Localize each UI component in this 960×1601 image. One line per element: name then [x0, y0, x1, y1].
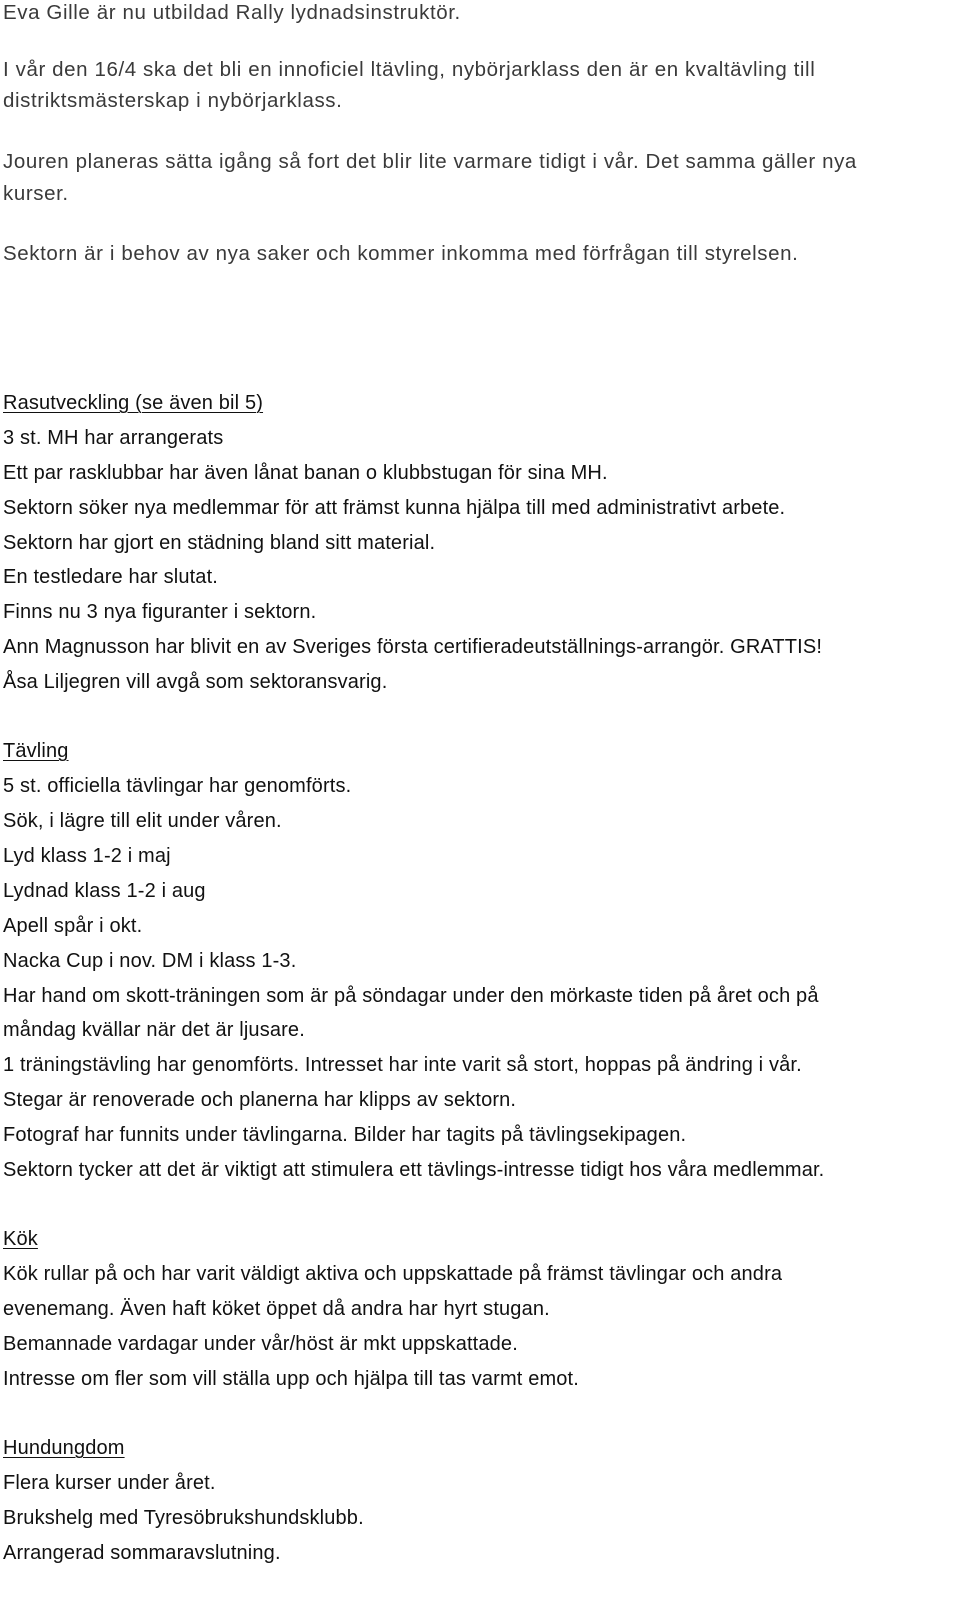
list-item: Fotograf har funnits under tävlingarna. Bilder har tagits på tävlingsekipagen. [3, 1124, 687, 1146]
intro-line: Sektorn är i behov av nya saker och kommer inkomma med förfrågan till styrelsen. [3, 242, 799, 265]
section-heading-rasutveckling: Rasutveckling (se även bil 5) [3, 392, 264, 414]
intro-line: Eva Gille är nu utbildad Rally lydnadsinstruktör. [3, 1, 461, 24]
list-item: Kök rullar på och har varit väldigt aktiva och uppskattade på främst tävlingar och andra [3, 1263, 783, 1285]
list-item: måndag kvällar när det är ljusare. [3, 1019, 305, 1041]
list-item: Lyd klass 1-2 i maj [3, 845, 171, 867]
list-item: Sektorn tycker att det är viktigt att stimulera ett tävlings-intresse tidigt hos våra medlemmar. [3, 1159, 825, 1181]
list-item: Sektorn har gjort en städning bland sitt material. [3, 532, 436, 554]
list-item: Finns nu 3 nya figuranter i sektorn. [3, 601, 317, 623]
list-item: evenemang. Även haft köket öppet då andra har hyrt stugan. [3, 1298, 550, 1320]
intro-line: Jouren planeras sätta igång så fort det blir lite varmare tidigt i vår. Det samma gäller nya [3, 150, 857, 173]
list-item: Ann Magnusson har blivit en av Sveriges första certifieradeutställnings-arrangör. GRATTIS! [3, 636, 823, 658]
list-item: 3 st. MH har arrangerats [3, 427, 224, 449]
list-item: Stegar är renoverade och planerna har klipps av sektorn. [3, 1089, 517, 1111]
intro-line: kurser. [3, 182, 69, 205]
list-item: 5 st. officiella tävlingar har genomförts. [3, 775, 352, 797]
list-item: Bemannade vardagar under vår/höst är mkt uppskattade. [3, 1333, 518, 1355]
intro-line: distriktsmästerskap i nybörjarklass. [3, 89, 343, 112]
list-item: Brukshelg med Tyresöbrukshundsklubb. [3, 1507, 364, 1529]
section-heading-kok: Kök [3, 1228, 38, 1250]
list-item: Flera kurser under året. [3, 1472, 216, 1494]
intro-line: I vår den 16/4 ska det bli en innoficiel ltävling, nybörjarklass den är en kvaltävling till [3, 58, 816, 81]
list-item: En testledare har slutat. [3, 566, 218, 588]
list-item: Har hand om skott-träningen som är på söndagar under den mörkaste tiden på året och på [3, 985, 819, 1007]
section-heading-hundungdom: Hundungdom [3, 1437, 125, 1459]
list-item: 1 träningstävling har genomförts. Intresset har inte varit så stort, hoppas på ändring i vår. [3, 1054, 802, 1076]
list-item: Nacka Cup i nov. DM i klass 1-3. [3, 950, 297, 972]
list-item: Sektorn söker nya medlemmar för att främst kunna hjälpa till med administrativt arbete. [3, 497, 786, 519]
list-item: Ett par rasklubbar har även lånat banan o klubbstugan för sina MH. [3, 462, 608, 484]
list-item: Sök, i lägre till elit under våren. [3, 810, 282, 832]
list-item: Intresse om fler som vill ställa upp och hjälpa till tas varmt emot. [3, 1368, 579, 1390]
list-item: Lydnad klass 1-2 i aug [3, 880, 206, 902]
list-item: Åsa Liljegren vill avgå som sektoransvarig. [3, 671, 388, 693]
section-heading-tavling: Tävling [3, 740, 69, 762]
list-item: Apell spår i okt. [3, 915, 143, 937]
list-item: Arrangerad sommaravslutning. [3, 1542, 281, 1564]
